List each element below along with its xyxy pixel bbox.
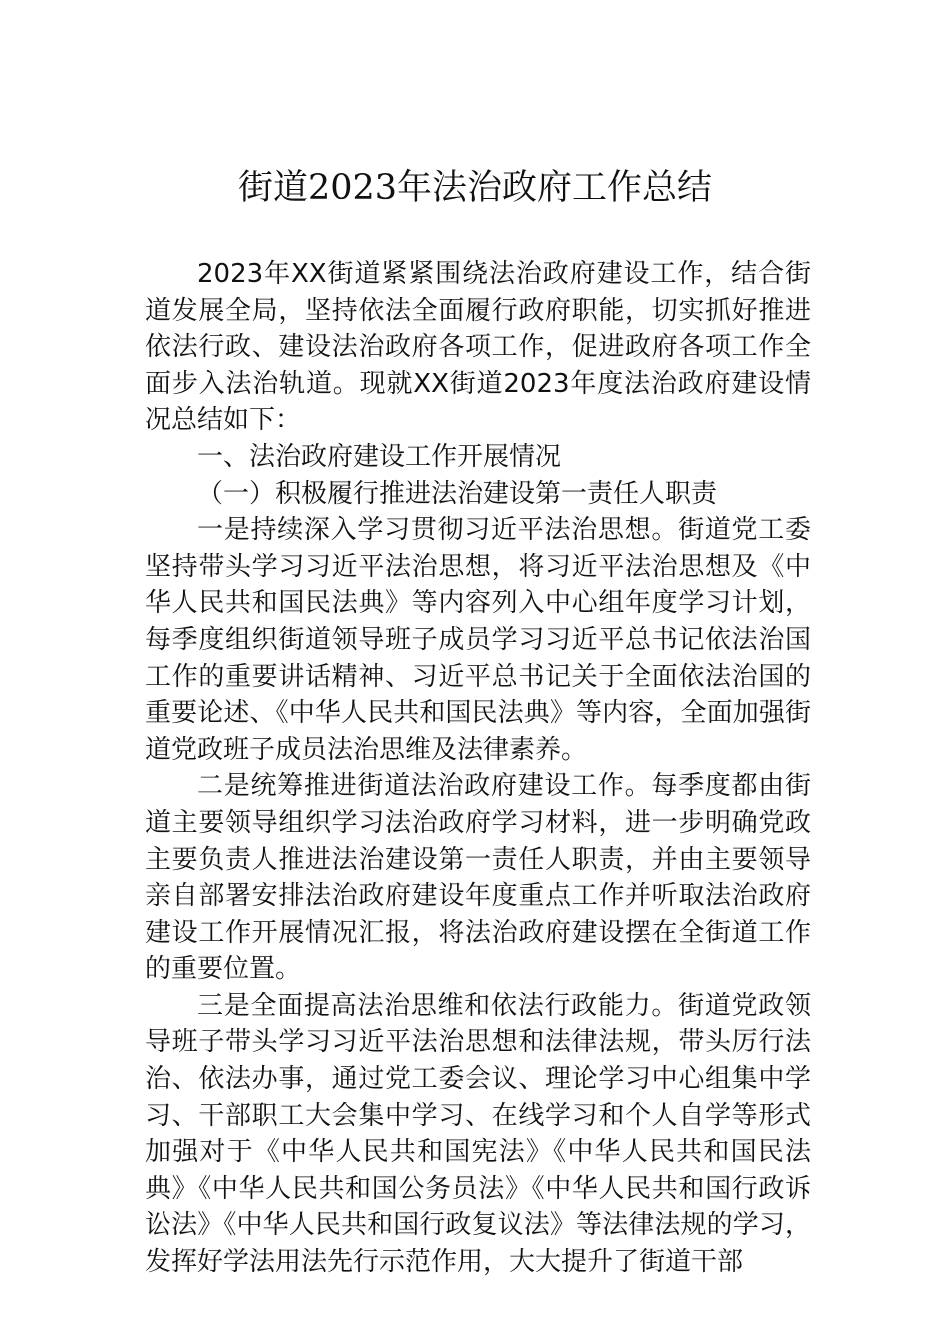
document-title: 街道2023年法治政府工作总结	[237, 168, 713, 208]
intro-paragraph: 2023年XX街道紧紧围绕法治政府建设工作，结合街道发展全局，坚持依法全面履行政府职能，切实抓好推进依法行政、建设法治政府各项工作，促进政府各项工作全面步入法治轨道。现就XX街道2023年度法治政府建设情况总结如下：	[145, 259, 811, 436]
paragraph-first: 一是持续深入学习贯彻习近平法治思想。街道党工委坚持带头学习习近平法治思想，将习近平法治思想及《中华人民共和国民法典》等内容列入中心组年度学习计划，每季度组织街道领导班子成员学习习近平总书记依法治国工作的重要讲话精神、习近平总书记关于全面依法治国的重要论述、《中华人民共和国民法典》等内容，全面加强街道党政班子成员法治思维及法律素养。	[145, 515, 811, 765]
document-body	[145, 256, 811, 1281]
paragraph-second: 二是统筹推进街道法治政府建设工作。每季度都由街道主要领导组织学习法治政府学习材料，进一步明确党政主要负责人推进法治建设第一责任人职责，并由主要领导亲自部署安排法治政府建设年度重点工作并听取法治政府建设工作开展情况汇报，将法治政府建设摆在全街道工作的重要位置。	[145, 771, 811, 985]
subsection-heading: （一）积极履行推进法治建设第一责任人职责	[197, 478, 718, 509]
section-heading: 一、法治政府建设工作开展情况	[197, 441, 562, 472]
paragraph-third: 三是全面提高法治思维和依法行政能力。街道党政领导班子带头学习习近平法治思想和法律法规，带头厉行法治、依法办事，通过党工委会议、理论学习中心组集中学习、干部职工大会集中学习、在线学习和个人自学等形式加强对于《中华人民共和国宪法》《中华人民共和国民法典》《中华人民共和国公务员法》《中华人民共和国行政诉讼法》《中华人民共和国行政复议法》等法律法规的学习，发挥好学法用法先行示范作用，大大提升了街道干部	[145, 990, 811, 1278]
